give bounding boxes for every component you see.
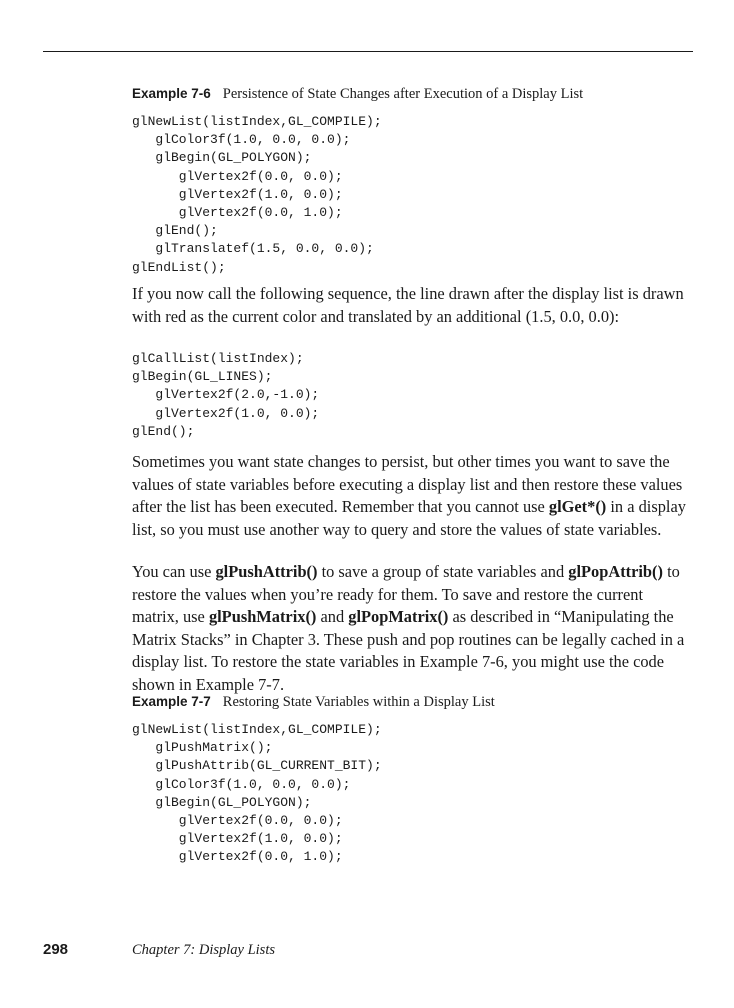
example-7-7-caption [132,694,495,711]
text-run: to restore the values when you’re ready for them. To save and restore the current matrix, use [132,562,680,626]
paragraph-2 [132,451,692,541]
code-line: glPushMatrix(); [132,740,273,756]
code-line: glBegin(GL_POLYGON); [132,794,312,810]
text-run: and [316,607,349,626]
code-line: glBegin(GL_LINES); [132,369,273,385]
code-line: glEnd(); [132,223,218,239]
paragraph-3 [132,561,692,696]
code-line: glNewList(listIndex,GL_COMPILE); [132,722,382,737]
code-block-calllist [132,350,319,441]
text-run: in a display list, so you must use another way to query and store the values of state variables. [132,497,686,539]
function-name: glGet*() [548,497,607,516]
code-line: glTranslatef(1.5, 0.0, 0.0); [132,241,374,257]
example-title: Persistence of State Changes after Execution of a Display List [222,86,584,102]
code-line: glColor3f(1.0, 0.0, 0.0); [132,132,351,148]
page-number: 298 [43,941,69,958]
text-run: to save a group of state variables and [317,562,569,581]
code-block-example-7-6 [132,113,382,277]
code-line: glBegin(GL_POLYGON); [132,150,312,166]
header-rule [43,51,693,52]
function-name: glPushAttrib() [215,562,318,581]
example-7-6-caption [132,86,583,103]
code-line: glVertex2f(0.0, 0.0); [132,168,343,184]
code-block-example-7-7 [132,721,382,867]
code-line: glVertex2f(1.0, 0.0); [132,831,343,847]
running-head: Chapter 7: Display Lists [132,942,275,958]
code-line: glColor3f(1.0, 0.0, 0.0); [132,776,351,792]
code-line: glPushAttrib(GL_CURRENT_BIT); [132,758,382,774]
code-line: glVertex2f(0.0, 1.0); [132,204,343,220]
example-title: Restoring State Variables within a Display List [222,694,495,710]
code-line: glVertex2f(1.0, 0.0); [132,405,320,421]
code-line: glVertex2f(0.0, 0.0); [132,812,343,828]
function-name: glPopAttrib() [568,562,663,581]
example-label: Example 7-7 [132,694,211,709]
function-name: glPopMatrix() [348,607,449,626]
code-line: glVertex2f(2.0,-1.0); [132,387,320,403]
text-run: You can use [132,562,216,581]
code-line: glCallList(listIndex); [132,351,304,366]
text-run: as described in “Manipulating the Matrix Stacks” in Chapter 3. These push and pop routines can be legally cached in a display list. To restore the state variables in Example 7-6, you might use the code shown in Example 7-7. [132,607,685,694]
code-line: glVertex2f(1.0, 0.0); [132,186,343,202]
code-line: glNewList(listIndex,GL_COMPILE); [132,114,382,129]
example-label: Example 7-6 [132,86,211,101]
code-line: glEndList(); [132,259,226,275]
function-name: glPushMatrix() [208,607,317,626]
code-line: glVertex2f(0.0, 1.0); [132,849,343,865]
text-run: Sometimes you want state changes to persist, but other times you want to save the values of state variables before executing a display list and then restore these values after the list has been executed. Remember that you cannot use [132,452,683,516]
paragraph-1: If you now call the following sequence, the line drawn after the display list is drawn with red as the current color and translated by an additional (1.5, 0.0, 0.0): [132,284,684,326]
code-line: glEnd(); [132,423,195,439]
